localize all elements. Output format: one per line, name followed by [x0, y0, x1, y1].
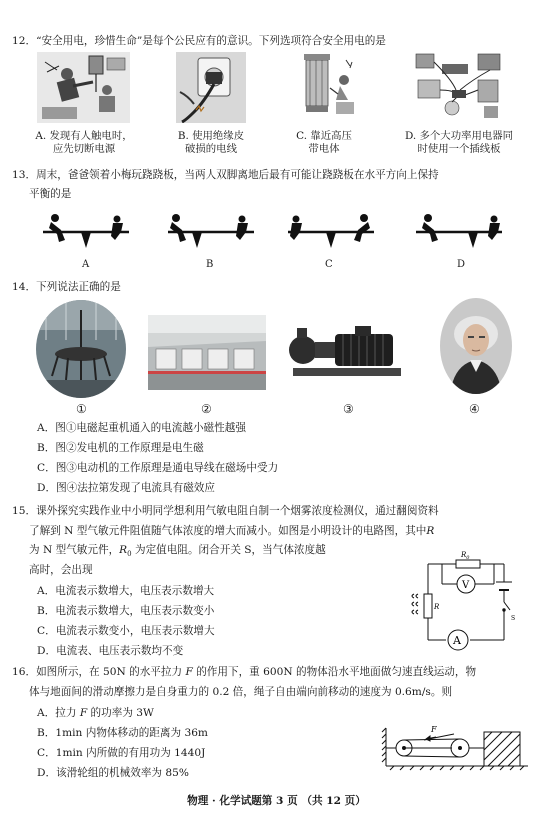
- q12-option-b-line1: B. 使用绝缘皮: [177, 130, 245, 142]
- q16-stem-line1b: 的作用下，重 600N 的物体沿水平地面做匀速直线运动，物: [192, 666, 477, 678]
- q14-label-1: ①: [76, 402, 87, 416]
- q15-stem-line3a: 为 N 型气敏元件，: [29, 544, 120, 556]
- q12-option-a-line2: 应先切断电源: [52, 143, 116, 155]
- q15-option-d: D．电流表、电压表示数均不变: [37, 645, 184, 657]
- q14-picture-3: [283, 320, 413, 385]
- q12-option-c-line1: C. 靠近高压: [296, 130, 352, 142]
- q14-option-a: A．图①电磁起重机通入的电流越小磁性越强: [37, 422, 246, 434]
- page-footer: 物理 · 化学试题第 3 页 （共 12 页）: [187, 795, 366, 807]
- q14-option-b: B．图②发电机的工作原理是电生磁: [37, 442, 204, 454]
- q14-picture-1: [36, 300, 126, 398]
- q13-label-a: A: [82, 259, 90, 270]
- q15-option-b: B．电流表示数增大，电压表示数变小: [37, 605, 215, 617]
- q14-option-d: D．图④法拉第发现了电流具有磁效应: [37, 482, 215, 494]
- q12-option-d: [396, 130, 522, 156]
- q16-pulley-diagram: [380, 720, 530, 778]
- q13-label-d: D: [457, 259, 466, 270]
- q16-option-d: D．该滑轮组的机械效率为 85%: [37, 767, 189, 779]
- q15-circuit-voltmeter-label: V: [462, 580, 470, 591]
- q12-option-c: [282, 130, 366, 156]
- q14-label-3: ③: [343, 402, 354, 416]
- q13-seesaw-c: [286, 214, 376, 254]
- q14-picture-4: [440, 298, 512, 394]
- q14-label-4: ④: [469, 402, 480, 416]
- q12-picture-d: [412, 50, 504, 123]
- q13-seesaw-b: [166, 214, 256, 254]
- q15-stem-line1: 15．课外探究实践作业中小明同学想利用气敏电阻自制一个烟雾浓度检测仪，通过翻阅资料: [12, 505, 439, 517]
- q13-seesaw-d: [414, 214, 504, 254]
- q16-stem-line2: 体与地面间的滑动摩擦力是自身重力的 0.2 倍，绳子自由端向前移动的速度为 0.6m/s。则: [29, 686, 453, 698]
- q12-option-b: [165, 130, 257, 156]
- q12-option-b-line2: 破损的电线: [185, 143, 237, 155]
- q15-r0-sub: 0: [127, 550, 132, 559]
- q16-f-symbol: F: [185, 666, 193, 678]
- q14-option-c: C．图③电动机的工作原理是通电导线在磁场中受力: [37, 462, 279, 474]
- q15-stem-line3b: 为定值电阻。闭合开关 S，当气体浓度越: [131, 544, 326, 556]
- q15-r0-symbol: R: [119, 544, 128, 556]
- q16-option-c: C．1min 内所做的有用功为 1440J: [37, 747, 206, 759]
- q12-picture-a: [37, 52, 130, 123]
- q15-stem-line2: [29, 523, 434, 539]
- q15-stem-line3: [29, 542, 326, 562]
- q12-option-c-line2: 带电体: [308, 143, 340, 155]
- q15-circuit-r-label: R: [434, 603, 440, 611]
- q16-figure-f-label: F: [431, 725, 437, 734]
- q15-circuit-switch-label: S: [511, 615, 516, 622]
- q16-option-b: B．1min 内物体移动的距离为 36m: [37, 727, 208, 739]
- q15-r-symbol: R: [426, 525, 435, 537]
- q16-option-a-post: 的功率为 3W: [87, 707, 154, 719]
- q15-option-a: A．电流表示数增大，电压表示数增大: [37, 585, 215, 597]
- q14-picture-2: [148, 315, 266, 390]
- q13-seesaw-a: [41, 214, 131, 254]
- q16-stem-line1: [12, 664, 476, 680]
- q14-label-2: ②: [201, 402, 212, 416]
- q16-option-a-f: F: [79, 707, 88, 719]
- q15-circuit-diagram: [398, 546, 524, 654]
- q12-option-a: [32, 130, 136, 156]
- q15-stem-line4: 高时，会出现: [29, 564, 93, 576]
- q12-option-d-line1: D. 多个大功率用电器同: [404, 130, 514, 142]
- q16-option-a-pre: A．拉力: [37, 707, 80, 719]
- q16-stem-line1a: 16．如图所示，在 50N 的水平拉力: [12, 666, 186, 678]
- q12-picture-c: [300, 52, 362, 123]
- q13-label-b: B: [206, 259, 214, 270]
- q13-stem-line2: 平衡的是: [29, 188, 72, 200]
- q13-stem-line1: 13．周末，爸爸领着小梅玩跷跷板，当两人双脚离地后最有可能让跷跷板在水平方向上保持: [12, 169, 439, 181]
- q15-circuit-ammeter-label: A: [453, 634, 461, 647]
- q13-label-c: C: [325, 259, 333, 270]
- q12-picture-b: [176, 52, 246, 123]
- q12-option-a-line1: A. 发现有人触电时，: [35, 130, 133, 142]
- q15-circuit-r0-label: $R_0$: [461, 551, 470, 561]
- q14-stem: 14．下列说法正确的是: [12, 281, 121, 293]
- q15-stem-line2-text: 了解到 N 型气敏元件阻值随气体浓度的增大而减小。如图是小明设计的电路图，其中: [29, 525, 427, 537]
- q16-option-a: [37, 705, 154, 721]
- q12-option-d-line2: 时使用一个插线板: [417, 143, 501, 155]
- q15-option-c: C．电流表示数变小，电压表示数增大: [37, 625, 215, 637]
- q12-stem: 12．“安全用电，珍惜生命”是每个公民应有的意识。下列选项符合安全用电的是: [12, 35, 386, 47]
